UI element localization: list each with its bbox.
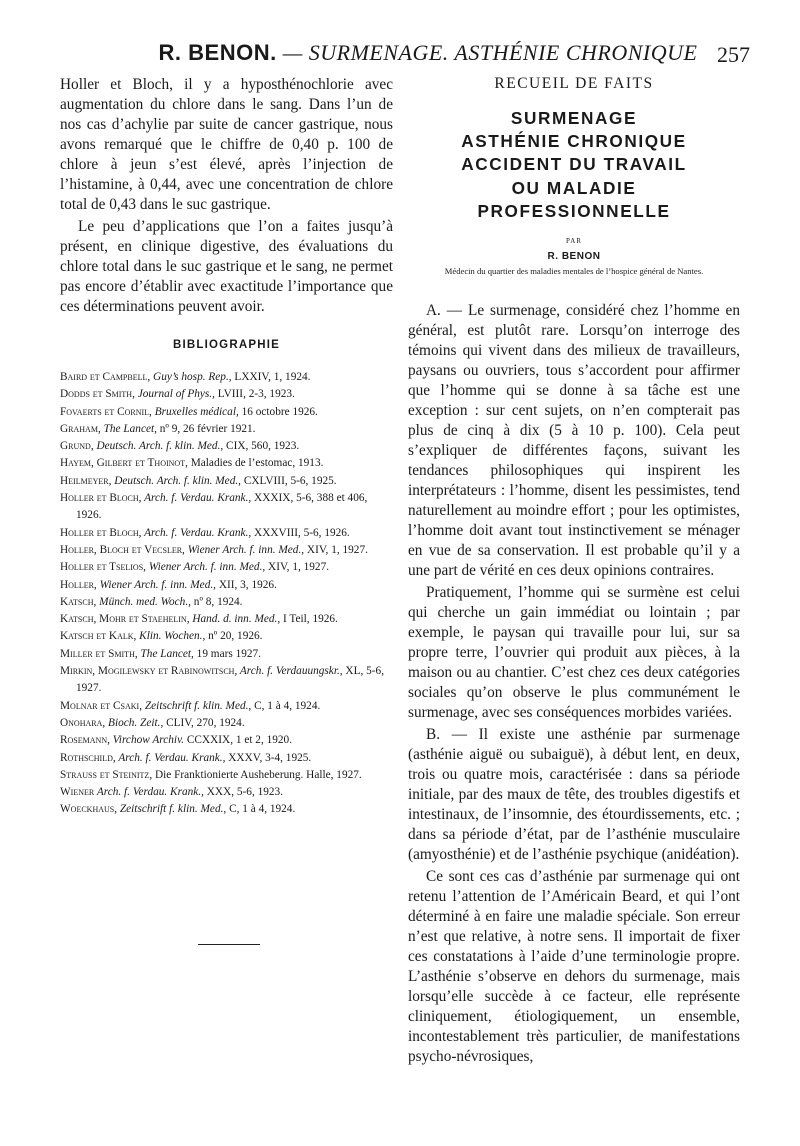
running-head-article-title: SURMENAGE. ASTHÉNIE CHRONIQUE (308, 40, 698, 65)
bibliography-entry (60, 594, 393, 611)
bibliography-journal: Wiener Arch. f. inn. Med., (96, 578, 216, 591)
bibliography-entry (60, 438, 393, 455)
section-label: RECUEIL DE FAITS (494, 75, 654, 92)
article-body (408, 301, 740, 1067)
bibliography-entry (60, 784, 393, 801)
body-paragraph-4: Ce sont ces cas d’asthénie par surmenage qui ont retenu l’attention de l’Américain Beard, et qui l’ont déterminé à en faire une maladie spéciale. Son erreur n’est que relative, à notre sens. Il importait de fixer ces constatations à l’aide d’une terminologie propre. L’asthénie s’observe en dehors du surmenage, mais lorsqu’elle succède à ce facteur, elle représente cliniquement, étiologiquement, un ensemble, incontestablement très particulier, de manifestations psycho-névrosiques, (408, 868, 740, 1066)
running-head-title (148, 40, 708, 66)
bibliography-details: XXXVIII, 5-6, 1926. (251, 526, 350, 539)
bibliography-details: XIV, 1, 1927. (304, 543, 368, 556)
bibliography-list (60, 369, 393, 819)
bibliography-details: CLIV, 270, 1924. (163, 716, 245, 729)
bibliography-authors: Fovaerts et Cornil, (60, 405, 152, 418)
bibliography-details: nº 9, 26 février 1921. (156, 422, 256, 435)
end-rule (198, 944, 260, 945)
page-number: 257 (717, 42, 750, 67)
bibliography-entry (60, 577, 393, 594)
bibliography-journal: Bioch. Zeit., (105, 716, 164, 729)
bibliography-authors: Molnar et Csaki, (60, 699, 143, 712)
bibliography-authors: Woeckhaus, (60, 803, 118, 816)
bibliography-authors: Rosemann, (60, 734, 110, 747)
bibliography-authors: Holler et Bloch, (60, 526, 142, 539)
bibliography-authors: Katsch, Mohr et Staehelin, (60, 613, 190, 626)
bibliography-details: XIV, 1, 1927. (265, 561, 330, 574)
bibliography-journal: Wiener Arch. f. inn. Med., (184, 543, 305, 556)
bibliography-details: 16 octobre 1926. (238, 405, 318, 418)
article-title-line: SURMENAGE (510, 108, 638, 128)
bibliography-journal: Virchow Archiv. (109, 734, 185, 747)
bibliography-authors: Katsch et Kalk, (60, 630, 137, 643)
bibliography-entry (60, 750, 393, 767)
bibliography-entry (60, 663, 393, 698)
bibliography-journal: Münch. med. Woch., (96, 595, 191, 608)
bibliography-heading: BIBLIOGRAPHIE (173, 339, 280, 351)
bibliography-entry (60, 646, 393, 663)
bibliography-authors: Holler, (60, 578, 97, 591)
bibliography-details: I Teil, 1926. (280, 613, 338, 626)
bibliography-entry (60, 801, 393, 818)
bibliography-journal: Arch. f. Verdau. Krank., (141, 492, 252, 505)
bibliography-entry (60, 715, 393, 732)
bibliography-authors: Grund, (60, 440, 94, 453)
left-paragraph-1: Holler et Bloch, il y a hyposthénochlorie avec augmentation du chlore dans le sang. Dans l’un de nos cas d’achylie par suite de cancer gastrique, nous avons remarqué que le chiffre de 0,40 p. 100 de chlore à jeun s’est élevé, après l’injection de l’histamine, à 0,44, avec une concentration de chlore total de 0,43 dans le suc gastrique. (60, 76, 393, 213)
article-author: R. BENON (547, 251, 601, 263)
bibliography-journal: Guy’s hosp. Rep., (150, 371, 232, 383)
bibliography-authors: Heilmeyer, (60, 474, 112, 487)
bibliography-authors: Mirkin, Mogilewsky et Rabinowitsch, (60, 665, 238, 678)
bibliography-authors: Rothschild, (60, 751, 116, 764)
bibliography-journal: Klin. Wochen., (136, 630, 206, 643)
bibliography-details: XII, 3, 1926. (216, 578, 277, 591)
bibliography-authors: Graham, (60, 422, 101, 435)
bibliography-entry (60, 767, 393, 784)
bibliography-authors: Baird et Campbell, (60, 371, 151, 383)
bibliography-journal: Arch. f. Verdau. Krank., (141, 526, 252, 539)
body-paragraph-b: B. — Il existe une asthénie par surmenage (asthénie aiguë ou subaiguë), à début lent, en deux, trois ou quatre mois, caractérisée : dans sa période initiale, par des maux de tête, des troubles digestifs et intestinaux, de l’insomnie, des étourdissements, etc. ; dans sa période d’état, par de l’asthénie musculaire (amyosthénie) et de l’asthénie psychique (anidéation). (408, 726, 740, 864)
bibliography-authors: Holler, Bloch et Vecsler, (60, 543, 185, 556)
bibliography-journal: The Lancet, (100, 422, 157, 435)
bibliography-authors: Hayem, Gilbert et Thoinot, (60, 457, 188, 470)
bibliography-entry (60, 473, 393, 490)
bibliography-journal: Deutsch. Arch. f. klin. Med., (111, 474, 241, 487)
bibliography-journal: Arch. f. Verdau. Krank., (115, 751, 226, 764)
bibliography-entry (60, 404, 393, 421)
article-title-line: ASTHÉNIE CHRONIQUE (461, 131, 687, 152)
bibliography-entry (60, 490, 393, 525)
bibliography-entry (60, 611, 393, 628)
bibliography-journal: Zeitschrift f. klin. Med., (117, 803, 227, 816)
bibliography-entry (60, 542, 393, 559)
right-column (408, 75, 740, 1067)
article-title (408, 107, 740, 223)
bibliography-entry (60, 386, 393, 403)
bibliography-details: C, 1 à 4, 1924. (226, 803, 296, 816)
bibliography-details: Die Franktionierte Ausheberung. Halle, 1927. (152, 768, 362, 781)
bibliography-authors: Holler et Bloch, (60, 492, 142, 505)
bibliography-authors: Miller et Smith, (60, 647, 138, 660)
bibliography-authors: Strauss et Steinitz, (60, 768, 153, 781)
bibliography-entry (60, 698, 393, 715)
bibliography-details: XL, 5-6, 1927. (76, 665, 385, 695)
bibliography-journal: Journal of Phys., (134, 388, 215, 401)
author-affiliation: Médecin du quartier des maladies mentales de l’hospice général de Nantes. (444, 266, 704, 277)
bibliography-details: Maladies de l’estomac, 1913. (187, 457, 324, 470)
bibliography-entry (60, 455, 393, 472)
bibliography-details: C, 1 à 4, 1924. (251, 699, 321, 712)
bibliography-journal: Hand. d. inn. Med., (189, 613, 281, 626)
bibliography-details: XXX, 5-6, 1923. (203, 786, 284, 799)
bibliography-journal: Arch. f. Verdauungskr., (237, 665, 343, 678)
bibliography-entry (60, 628, 393, 645)
bibliography-entry (60, 369, 393, 386)
body-paragraph-a: A. — Le surmenage, considéré chez l’homme en général, est plutôt rare. Lorsqu’on interroge des témoins qui vivent dans des milieux de travailleurs, paysans ou ouvriers, tous s’accordent pour affirmer que l’homme qui se donne à sa tâche est une exception : sur cent sujets, on n’en compterait pas plus de cinq à dix (5 à 10 p. 100). Cela peut s’expliquer de différentes façons, suivant les tendances philosophiques qui inspirent les interprétateurs : l’homme, disent les pessimistes, tend naturellement au moindre effort ; pour les optimistes, l’homme doit avant tout instinctivement se ménager en vue de sa conservation. Il est probable qu’il y a une part de vérité en ces deux opinions contraires. (408, 302, 740, 580)
article-title-line: ACCIDENT DU TRAVAIL (461, 154, 687, 175)
bibliography-details: XXXV, 3-4, 1925. (225, 751, 312, 764)
running-head-author: R. BENON. (158, 40, 277, 65)
left-paragraph-2: Le peu d’applications que l’on a faites jusqu’à présent, en clinique digestive, des évaluations du chlore total dans le suc gastrique et le sang, ne permet pas encore d’établir avec exactitude l’importance que ces déterminations peuvent avoir. (60, 218, 393, 315)
bibliography-authors: Katsch, (60, 595, 97, 608)
bibliography-entry (60, 559, 393, 576)
bibliography-authors: Dodds et Smith, (60, 388, 135, 401)
bibliography-authors: Onohara, (60, 716, 106, 729)
article-title-line: PROFESSIONNELLE (477, 200, 671, 221)
byline-par: PAR (566, 237, 582, 246)
bibliography-entry (60, 421, 393, 438)
bibliography-authors: Holler et Tselios, (60, 561, 146, 574)
bibliography-details: nº 20, 1926. (205, 630, 263, 643)
bibliography-details: CCXXIX, 1 et 2, 1920. (184, 734, 293, 747)
bibliography-journal: Bruxelles médical, (151, 405, 239, 418)
bibliography-journal: The Lancet, (137, 647, 194, 660)
bibliography-details: nº 8, 1924. (190, 595, 243, 608)
bibliography-details: 19 mars 1927. (193, 647, 262, 660)
bibliography-entry (60, 732, 393, 749)
left-column (60, 75, 393, 819)
body-paragraph-2: Pratiquement, l’homme qui se surmène est celui qui cherche un gain immédiat ou lointain ; par exemple, le paysan qui travaille pour lui, sur sa propre terre, l’ouvrier qui produit aux pièces, à la maison ou au chantier. C’est chez ces deux catégories sociales qu’on observe le plus communément le surmenage, avec ses conséquences morbides variées. (408, 584, 740, 722)
article-title-line: OU MALADIE (511, 177, 637, 198)
bibliography-details: LXXIV, 1, 1924. (231, 371, 311, 383)
bibliography-journal: Wiener Arch. f. inn. Med., (146, 561, 266, 574)
bibliography-authors: Wiener (60, 786, 95, 799)
bibliography-details: LVIII, 2-3, 1923. (214, 388, 295, 401)
bibliography-journal: Deutsch. Arch. f. klin. Med., (93, 440, 224, 453)
bibliography-journal: Arch. f. Verdau. Krank., (94, 786, 204, 799)
bibliography-details: CIX, 560, 1923. (223, 440, 300, 453)
bibliography-journal: Zeitschrift f. klin. Med., (142, 699, 252, 712)
bibliography-details: CXLVIII, 5-6, 1925. (241, 474, 337, 487)
running-head-dash: — (276, 40, 309, 65)
bibliography-details: XXXIX, 5-6, 388 et 406, 1926. (76, 492, 368, 522)
bibliography-entry (60, 525, 393, 542)
running-head (60, 40, 750, 80)
